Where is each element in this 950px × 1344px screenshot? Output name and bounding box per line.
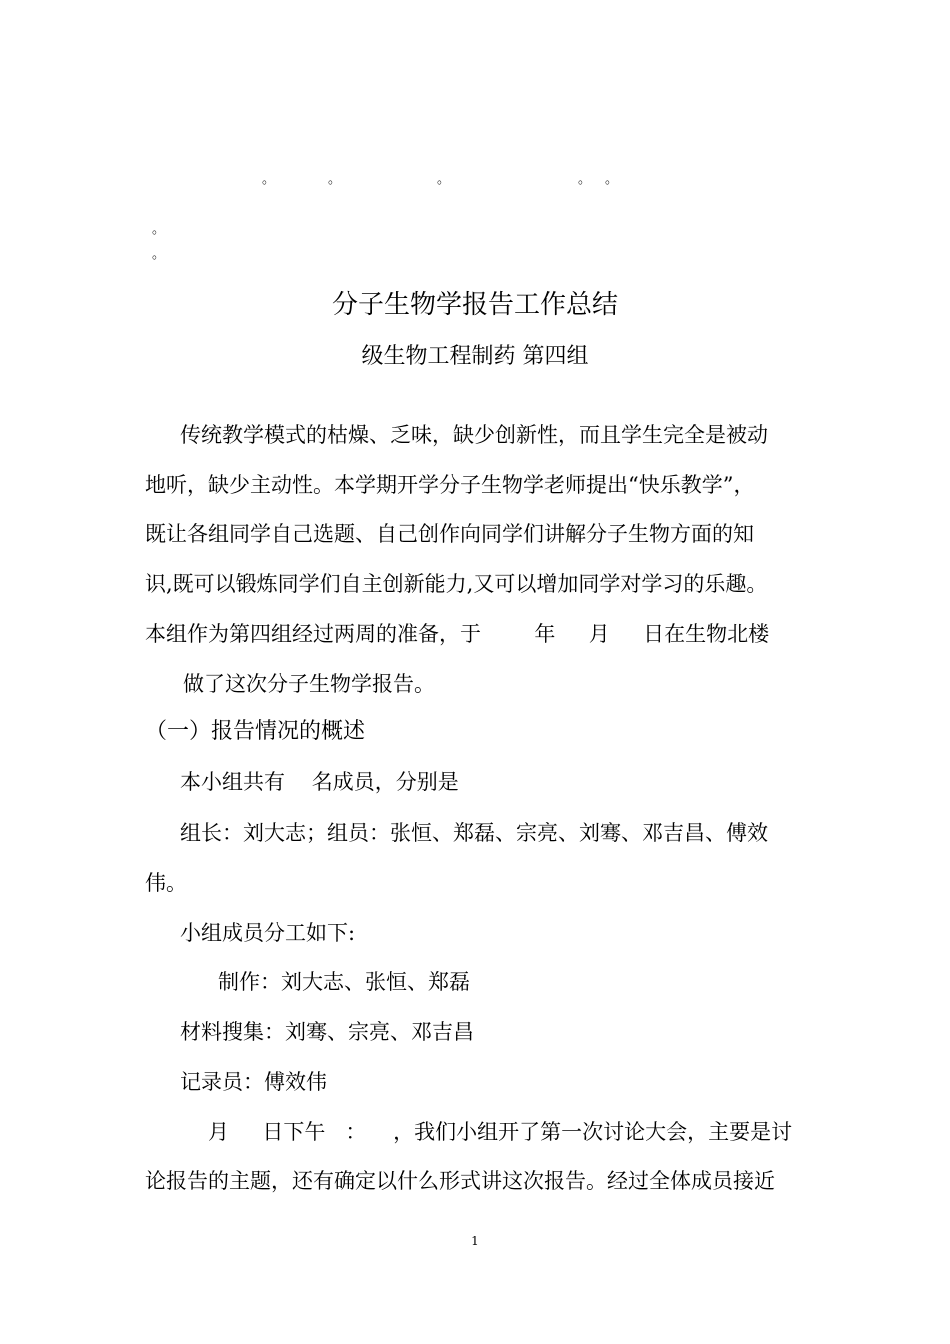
stray-mark: 。 xyxy=(605,172,619,187)
document-title: 分子生物学报告工作总结 xyxy=(331,290,618,320)
members-intro: 本小组共有 名成员，分别是 xyxy=(180,770,459,794)
paragraph-line: 本组作为第四组经过两周的准备，于 年 月 日在生物北楼 xyxy=(145,622,770,646)
paragraph-line: 识,既可以锻炼同学们自主创新能力,又可以增加同学对学习的乐趣。 xyxy=(145,572,768,596)
division-intro: 小组成员分工如下: xyxy=(180,921,356,945)
stray-mark: 。 xyxy=(328,172,342,187)
paragraph-line: 地听，缺少主动性。本学期开学分子生物学老师提出“快乐教学”， xyxy=(145,473,755,497)
document-subtitle: 级生物工程制药 第四组 xyxy=(361,344,589,369)
stray-mark: 。 xyxy=(152,247,166,262)
paragraph-line: 既让各组同学自己选题、自己创作向同学们讲解分子生物方面的知 xyxy=(145,522,754,546)
meeting-line: 论报告的主题，还有确定以什么形式讲这次报告。经过全体成员接近 xyxy=(145,1169,775,1193)
members-line: 组长：刘大志；组员：张恒、郑磊、宗亮、刘骞、邓吉昌、傅效 xyxy=(180,821,768,845)
members-line: 伟。 xyxy=(145,871,187,895)
division-recorder: 记录员：傅效伟 xyxy=(180,1070,327,1094)
page-number: 1 xyxy=(471,1234,479,1248)
division-materials: 材料搜集：刘骞、宗亮、邓吉昌 xyxy=(180,1020,474,1044)
division-production: 制作：刘大志、张恒、郑磊 xyxy=(218,970,470,994)
section-heading: （一）报告情况的概述 xyxy=(145,719,366,744)
stray-mark: 。 xyxy=(262,172,276,187)
paragraph-line: 传统教学模式的枯燥、乏味，缺少创新性，而且学生完全是被动 xyxy=(180,423,768,447)
meeting-line: 月 日下午 ： ，我们小组开了第一次讨论大会，主要是讨 xyxy=(208,1120,793,1144)
stray-mark: 。 xyxy=(437,172,451,187)
stray-mark: 。 xyxy=(578,172,592,187)
paragraph-line: 做了这次分子生物学报告。 xyxy=(183,672,435,696)
stray-mark: 。 xyxy=(152,222,166,237)
